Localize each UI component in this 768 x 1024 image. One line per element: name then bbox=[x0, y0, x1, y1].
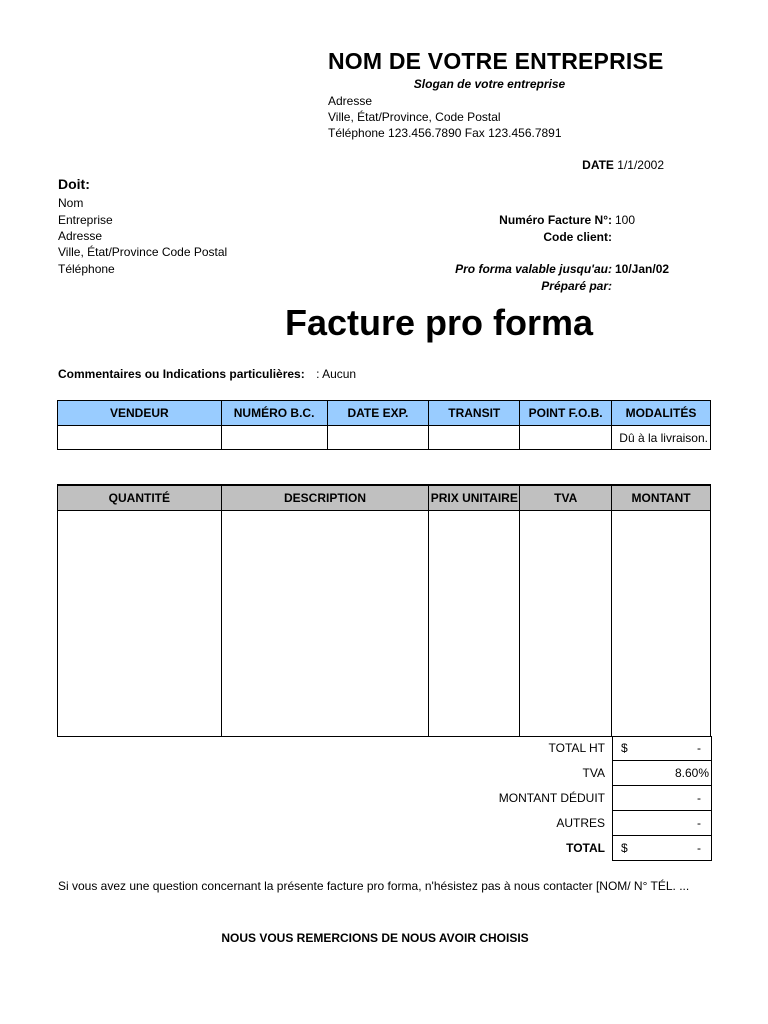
col-header-vendor: VENDEUR bbox=[58, 401, 222, 426]
col-header-tax: TVA bbox=[520, 485, 612, 511]
deducted-value: - bbox=[697, 791, 701, 805]
valid-until-value: 10/Jan/02 bbox=[615, 262, 670, 276]
thanks-note: NOUS VOUS REMERCIONS DE NOUS AVOIR CHOISIS bbox=[221, 931, 529, 945]
document-title: Facture pro forma bbox=[284, 302, 594, 343]
items-body-row bbox=[58, 511, 711, 737]
fob-cell[interactable] bbox=[520, 426, 612, 450]
col-header-quantity: QUANTITÉ bbox=[58, 485, 222, 511]
valid-until-label: Pro forma valable jusqu'au: bbox=[455, 262, 612, 276]
amount-cell[interactable] bbox=[612, 511, 711, 737]
deducted-label: MONTANT DÉDUIT bbox=[498, 791, 605, 805]
transit-cell[interactable] bbox=[429, 426, 520, 450]
question-note: Si vous avez une question concernant la présente facture pro forma, n'hésistez pas à nous contacter [NOM/ N° TÉL. ... bbox=[58, 879, 690, 893]
quantity-cell[interactable] bbox=[58, 511, 222, 737]
bill-to-name: Nom bbox=[58, 196, 84, 210]
company-city: Ville, État/Province, Code Postal bbox=[328, 110, 501, 124]
deducted-box[interactable] bbox=[612, 786, 712, 811]
bill-to-city: Ville, État/Province Code Postal bbox=[58, 245, 228, 259]
subtotal-row bbox=[440, 736, 711, 761]
vendor-cell[interactable] bbox=[58, 426, 222, 450]
tax-value: 8.60% bbox=[674, 766, 709, 780]
tax-box[interactable] bbox=[612, 761, 712, 786]
col-header-ship-date: DATE EXP. bbox=[327, 401, 429, 426]
subtotal-value: - bbox=[697, 741, 701, 755]
client-code-label: Code client: bbox=[543, 230, 612, 244]
invoice-date bbox=[582, 158, 664, 172]
total-row bbox=[440, 836, 711, 861]
items-header-row bbox=[58, 485, 711, 511]
po-number-cell[interactable] bbox=[221, 426, 327, 450]
total-currency: $ bbox=[621, 841, 628, 855]
shipping-row bbox=[58, 426, 711, 450]
terms-cell[interactable]: Dû à la livraison. bbox=[612, 426, 711, 450]
other-value: - bbox=[697, 816, 701, 830]
unit-price-cell[interactable] bbox=[429, 511, 520, 737]
date-value: 1/1/2002 bbox=[617, 158, 664, 172]
col-header-transit: TRANSIT bbox=[429, 401, 520, 426]
col-header-po-number: NUMÉRO B.C. bbox=[221, 401, 327, 426]
tax-label: TVA bbox=[582, 766, 605, 780]
totals-section bbox=[440, 736, 711, 861]
col-header-terms: MODALITÉS bbox=[612, 401, 711, 426]
company-slogan: Slogan de votre entreprise bbox=[413, 77, 566, 91]
company-phone-fax: Téléphone 123.456.7890 Fax 123.456.7891 bbox=[328, 126, 562, 140]
bill-to-address: Adresse bbox=[58, 229, 103, 243]
comments-label: Commentaires ou Indications particulières: bbox=[58, 367, 305, 381]
company-address: Adresse bbox=[328, 94, 373, 108]
items-table bbox=[57, 484, 711, 737]
date-label: DATE bbox=[582, 158, 614, 172]
col-header-fob: POINT F.O.B. bbox=[520, 401, 612, 426]
subtotal-label: TOTAL HT bbox=[548, 741, 605, 755]
shipping-header-row bbox=[58, 401, 711, 426]
description-cell[interactable] bbox=[221, 511, 429, 737]
bill-to-title: Doit: bbox=[58, 176, 90, 192]
invoice-number-label: Numéro Facture N°: bbox=[499, 213, 612, 227]
company-name: NOM DE VOTRE ENTREPRISE bbox=[328, 48, 664, 74]
other-label: AUTRES bbox=[556, 816, 605, 830]
subtotal-box[interactable] bbox=[612, 736, 712, 761]
deducted-row bbox=[440, 786, 711, 811]
total-box[interactable] bbox=[612, 836, 712, 861]
subtotal-currency: $ bbox=[621, 741, 628, 755]
col-header-description: DESCRIPTION bbox=[221, 485, 429, 511]
total-value: - bbox=[697, 841, 701, 855]
shipping-table bbox=[57, 400, 711, 450]
col-header-amount: MONTANT bbox=[612, 485, 711, 511]
tax-cell[interactable] bbox=[520, 511, 612, 737]
bill-to-phone: Téléphone bbox=[58, 262, 115, 276]
ship-date-cell[interactable] bbox=[327, 426, 429, 450]
bill-to-company: Entreprise bbox=[58, 213, 113, 227]
invoice-number-value: 100 bbox=[615, 213, 636, 227]
other-row bbox=[440, 811, 711, 836]
comments bbox=[58, 367, 356, 381]
total-label: TOTAL bbox=[566, 841, 605, 855]
tax-row bbox=[440, 761, 711, 786]
other-box[interactable] bbox=[612, 811, 712, 836]
prepared-by-label: Préparé par: bbox=[541, 279, 612, 293]
comments-value: : Aucun bbox=[316, 367, 357, 381]
col-header-unit-price: PRIX UNITAIRE bbox=[429, 485, 520, 511]
